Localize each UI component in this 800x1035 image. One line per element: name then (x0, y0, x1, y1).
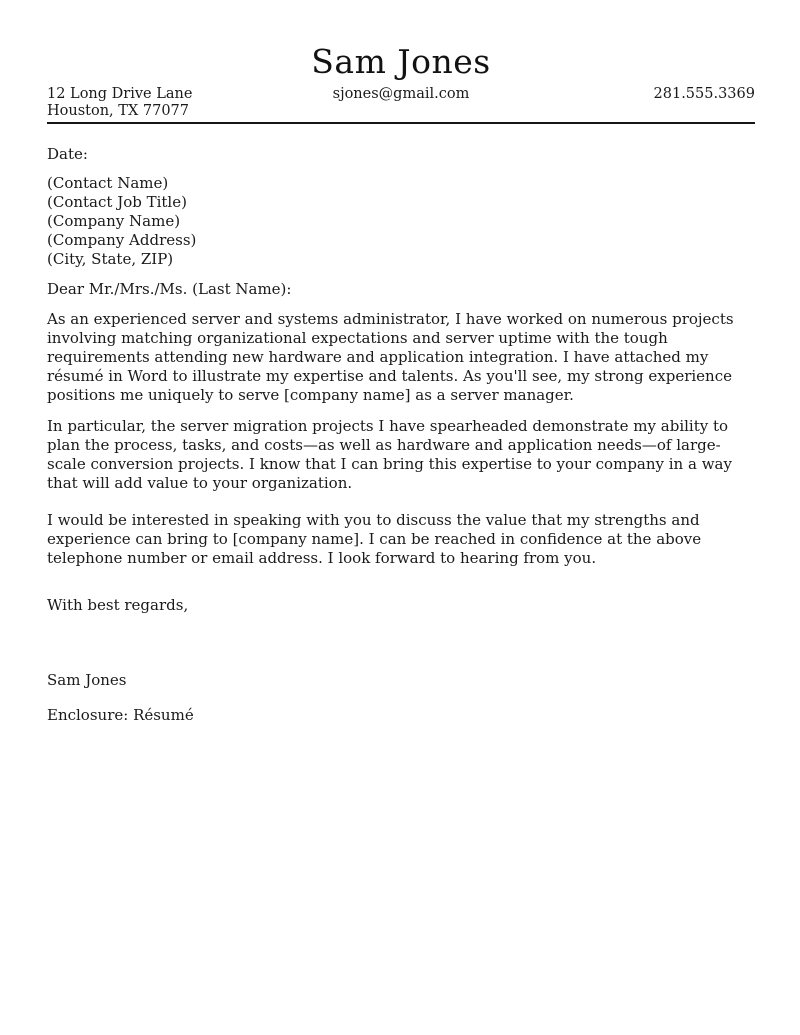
body-paragraph-2: In particular, the server migration projects I have spearheaded demonstrate my ability to plan the process, tasks, and costs—as well as hardware and application needs—of large-scale conversion projects. I know that I can bring this expertise to your company in a way that will add value to your organization. (47, 417, 732, 492)
sender-address (47, 86, 333, 119)
recipient-line-contact-job-title: (Contact Job Title) (47, 193, 187, 211)
recipient-line-company-address: (Company Address) (47, 231, 197, 249)
recipient-line-contact-name: (Contact Name) (47, 174, 169, 192)
body-paragraph-1: As an experienced server and systems administrator, I have worked on numerous projects involving matching organizational expectations and server uptime with the tough requirements attending new hardware and application integration. I have attached my résumé in Word to illustrate my expertise and talents. As you'll see, my strong experience positions me uniquely to serve [company name] as a server manager. (47, 310, 734, 404)
page-title: Sam Jones (311, 42, 491, 81)
body-paragraph-3: I would be interested in speaking with you to discuss the value that my strengths and experience can bring to [company name]. I can be reached in confidence at the above telephone number or email address. I look forward to hearing from you. (47, 511, 702, 567)
date-label: Date: (47, 145, 88, 163)
letter-body (47, 145, 755, 725)
signature-name: Sam Jones (47, 671, 127, 689)
sender-phone: 281.555.3369 (653, 86, 755, 102)
enclosure-note: Enclosure: Résumé (47, 706, 194, 724)
header-divider (47, 122, 755, 124)
sender-email: sjones@gmail.com (332, 86, 470, 102)
recipient-line-city-state-zip: (City, State, ZIP) (47, 250, 174, 268)
closing-line: With best regards, (47, 596, 189, 614)
recipient-block (47, 174, 755, 269)
recipient-line-company-name: (Company Name) (47, 212, 181, 230)
letter-header (47, 42, 755, 124)
address-line-2: Houston, TX 77077 (47, 102, 189, 119)
contact-row (47, 86, 755, 119)
salutation: Dear Mr./Mrs./Ms. (Last Name): (47, 280, 292, 298)
address-line-1: 12 Long Drive Lane (47, 86, 193, 102)
